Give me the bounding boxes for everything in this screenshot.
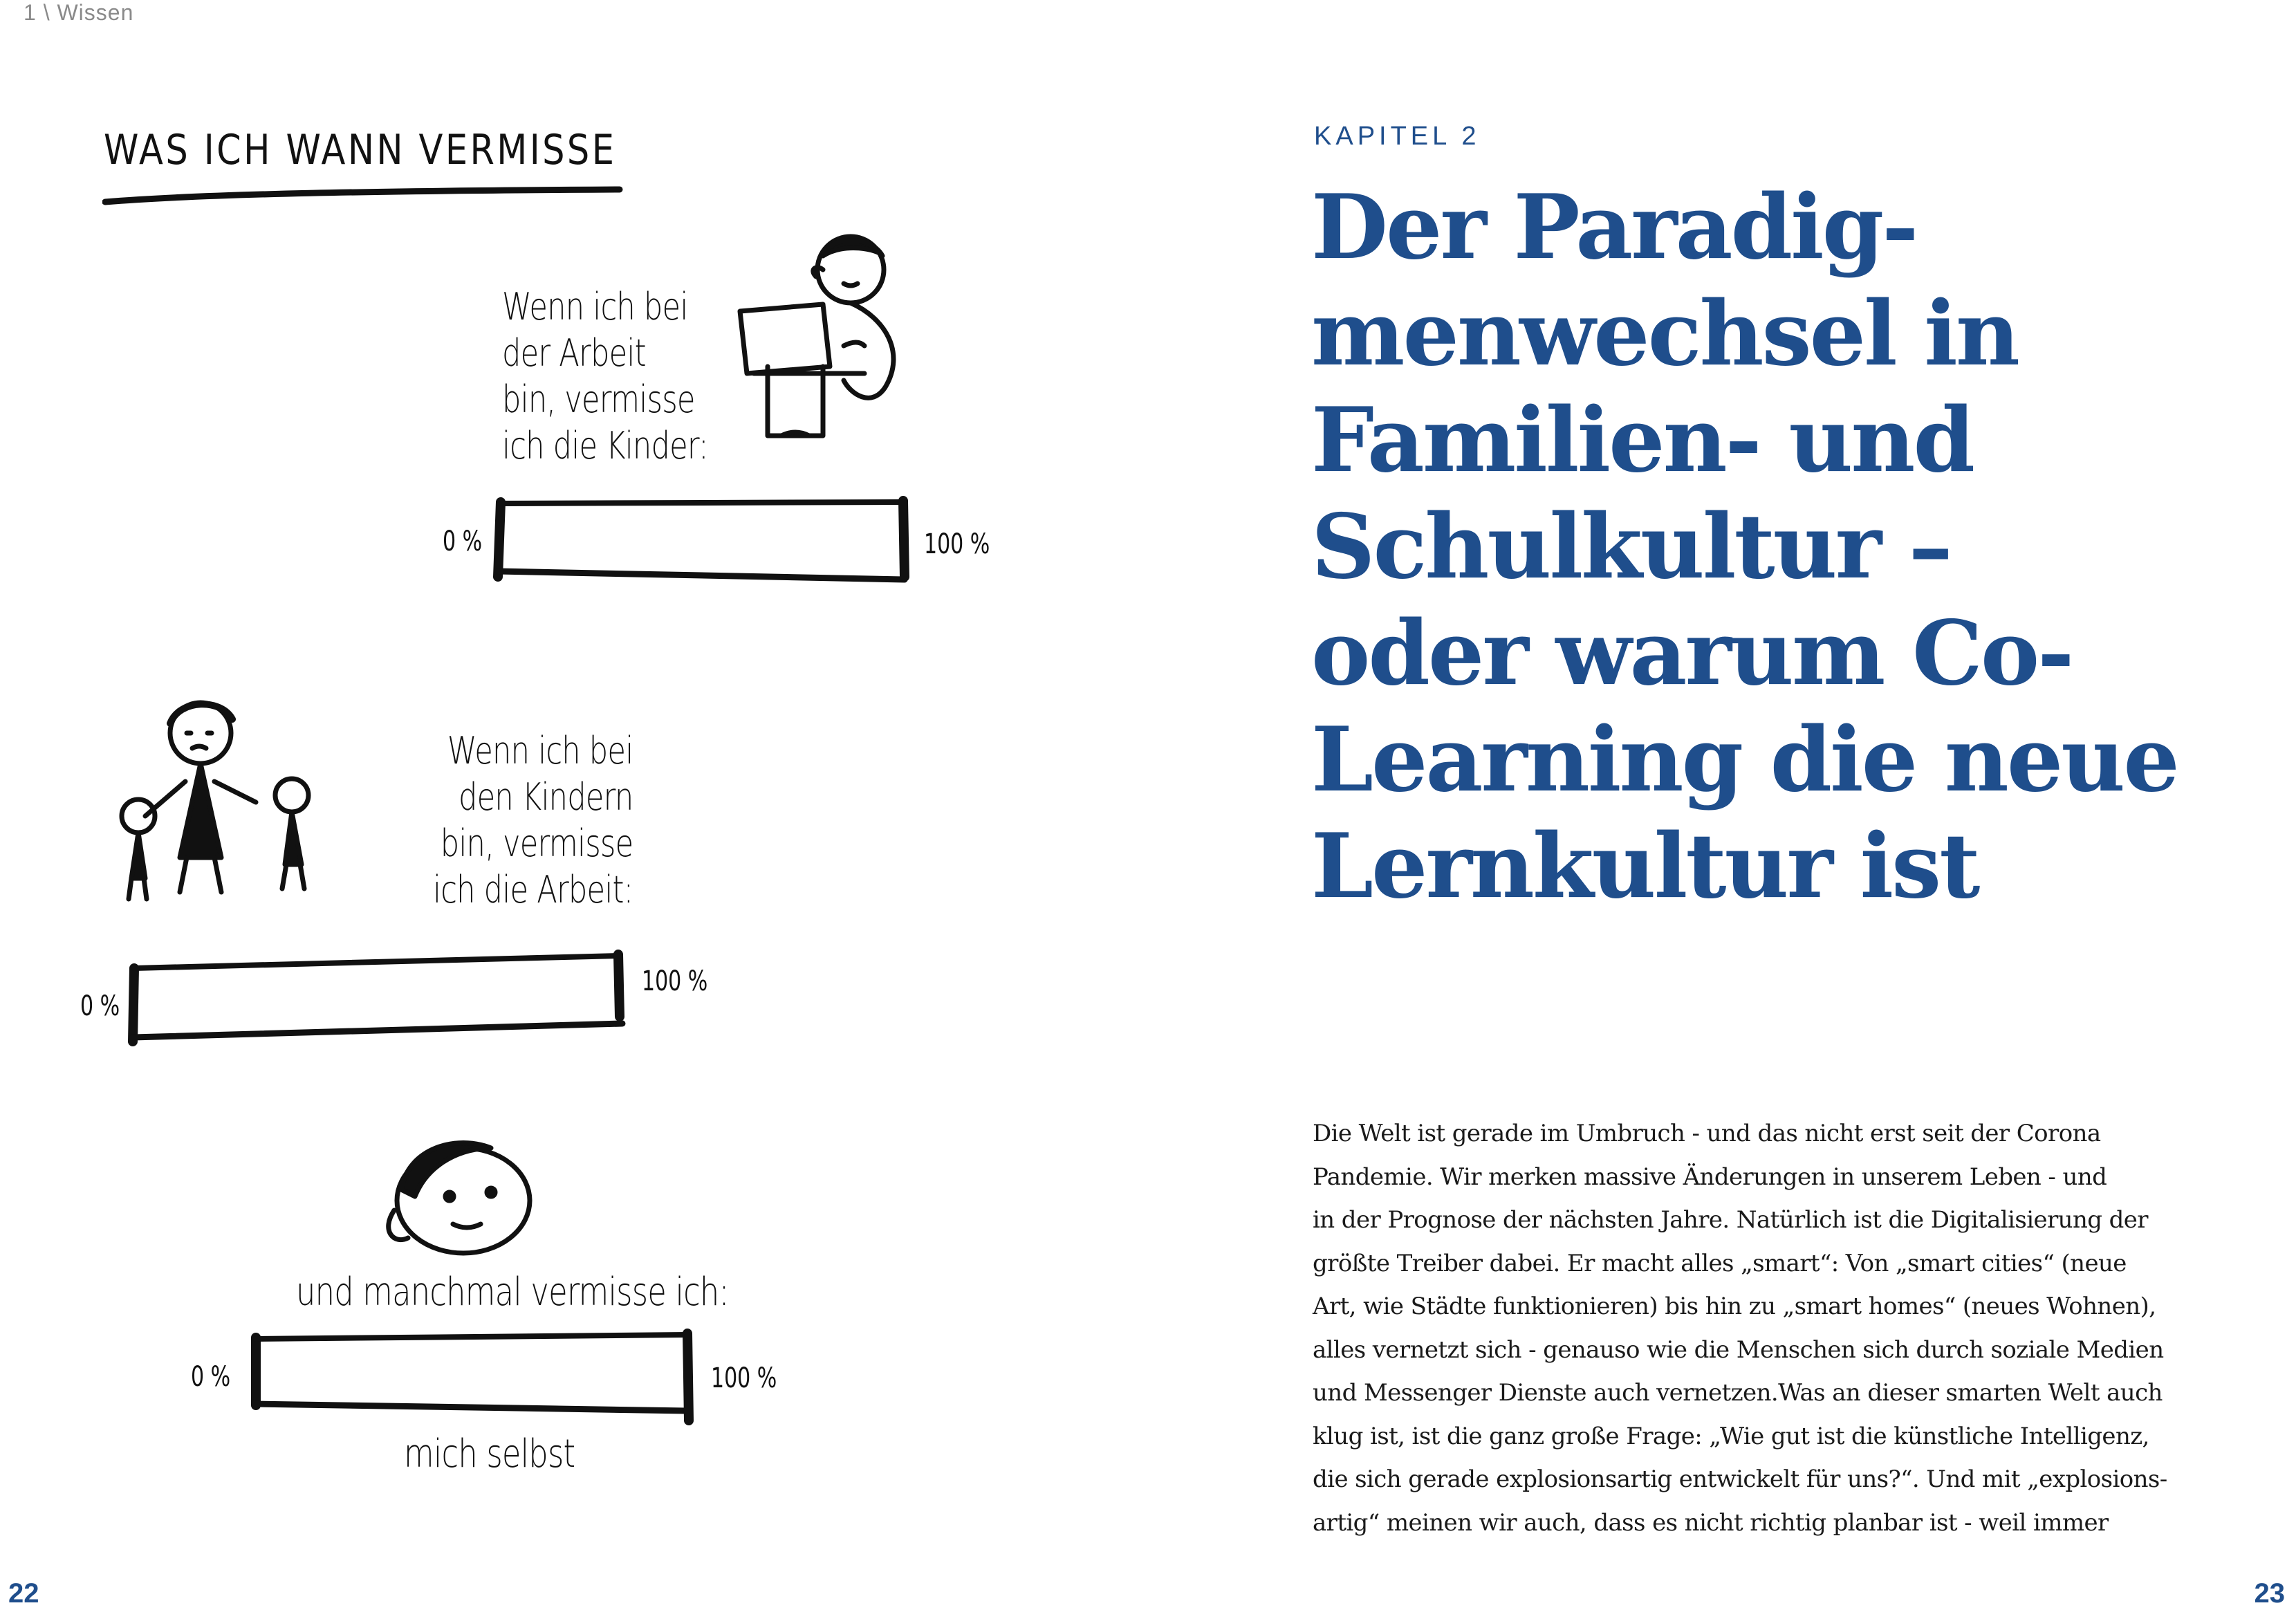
scale1-bar <box>491 494 913 588</box>
title-line: Schulkultur – <box>1311 495 1951 599</box>
page-number-left: 22 <box>8 1578 39 1609</box>
chapter-label: KAPITEL 2 <box>1314 122 1481 151</box>
family-sketch <box>104 692 325 913</box>
work-question-text: Wenn ich bei der Arbeit bin, vermisse ich die Kinder: <box>502 285 708 468</box>
body-line: Art, wie Städte funktionieren) bis hin zu „smart homes“ (neues Wohnen), <box>1313 1293 2156 1320</box>
body-line: klug ist, ist die ganz große Frage: „Wie gut ist die künstliche Intelligenz, <box>1313 1422 2149 1450</box>
title-line: menwechsel in <box>1311 282 2018 386</box>
self-caption: mich selbst <box>404 1432 575 1477</box>
scale1-max-label: 100 % <box>924 528 990 560</box>
scale2-max-label: 100 % <box>642 965 708 997</box>
handwritten-title: WAS ICH WANN VERMISSE <box>104 126 617 174</box>
title-line: Learning die neue <box>1311 708 2178 812</box>
page-number-right: 23 <box>2254 1578 2285 1609</box>
scale3-bar <box>245 1328 701 1432</box>
right-page <box>1148 0 2296 1610</box>
body-line: in der Prognose der nächsten Jahre. Natürlich ist die Digitalisierung der <box>1313 1206 2148 1234</box>
body-line: größte Treiber dabei. Er macht alles „smart“: Von „smart cities“ (neue <box>1313 1249 2127 1277</box>
scale2-bar <box>124 947 636 1051</box>
self-question-text: und manchmal vermisse ich: <box>296 1270 729 1315</box>
running-head: 1 \ Wissen <box>24 0 134 25</box>
body-line: die sich gerade explosionsartig entwickelt für uns?“. Und mit „explosions- <box>1313 1465 2167 1493</box>
title-line: Der Paradig- <box>1311 176 1917 279</box>
body-line: Die Welt ist gerade im Umbruch - und das nicht erst seit der Corona <box>1313 1120 2101 1147</box>
chapter-title <box>1311 174 2266 920</box>
body-line: und Messenger Dienste auch vernetzen.Was an dieser smarten Welt auch <box>1313 1379 2163 1407</box>
body-text <box>1313 1112 2253 1544</box>
working-person-sketch <box>726 228 920 463</box>
scale2-min-label: 0 % <box>80 990 120 1022</box>
title-line: oder warum Co- <box>1311 602 2073 705</box>
body-line: alles vernetzt sich - genauso wie die Menschen sich durch soziale Medien <box>1313 1335 2164 1364</box>
scale3-min-label: 0 % <box>191 1361 231 1393</box>
title-line: Lernkultur ist <box>1311 815 1979 918</box>
scale1-min-label: 0 % <box>443 526 483 557</box>
title-underline <box>102 181 628 209</box>
body-line: Pandemie. Wir merken massive Änderungen in unserem Leben - und <box>1313 1163 2107 1191</box>
body-line: artig“ meinen wir auch, dass es nicht richtig planbar ist - weil immer <box>1313 1508 2109 1537</box>
title-line: Familien- und <box>1311 389 1973 492</box>
scale3-max-label: 100 % <box>711 1362 777 1394</box>
kids-question-text: Wenn ich bei den Kindern bin, vermisse ich die Arbeit: <box>433 729 633 912</box>
self-face-sketch <box>373 1134 553 1259</box>
